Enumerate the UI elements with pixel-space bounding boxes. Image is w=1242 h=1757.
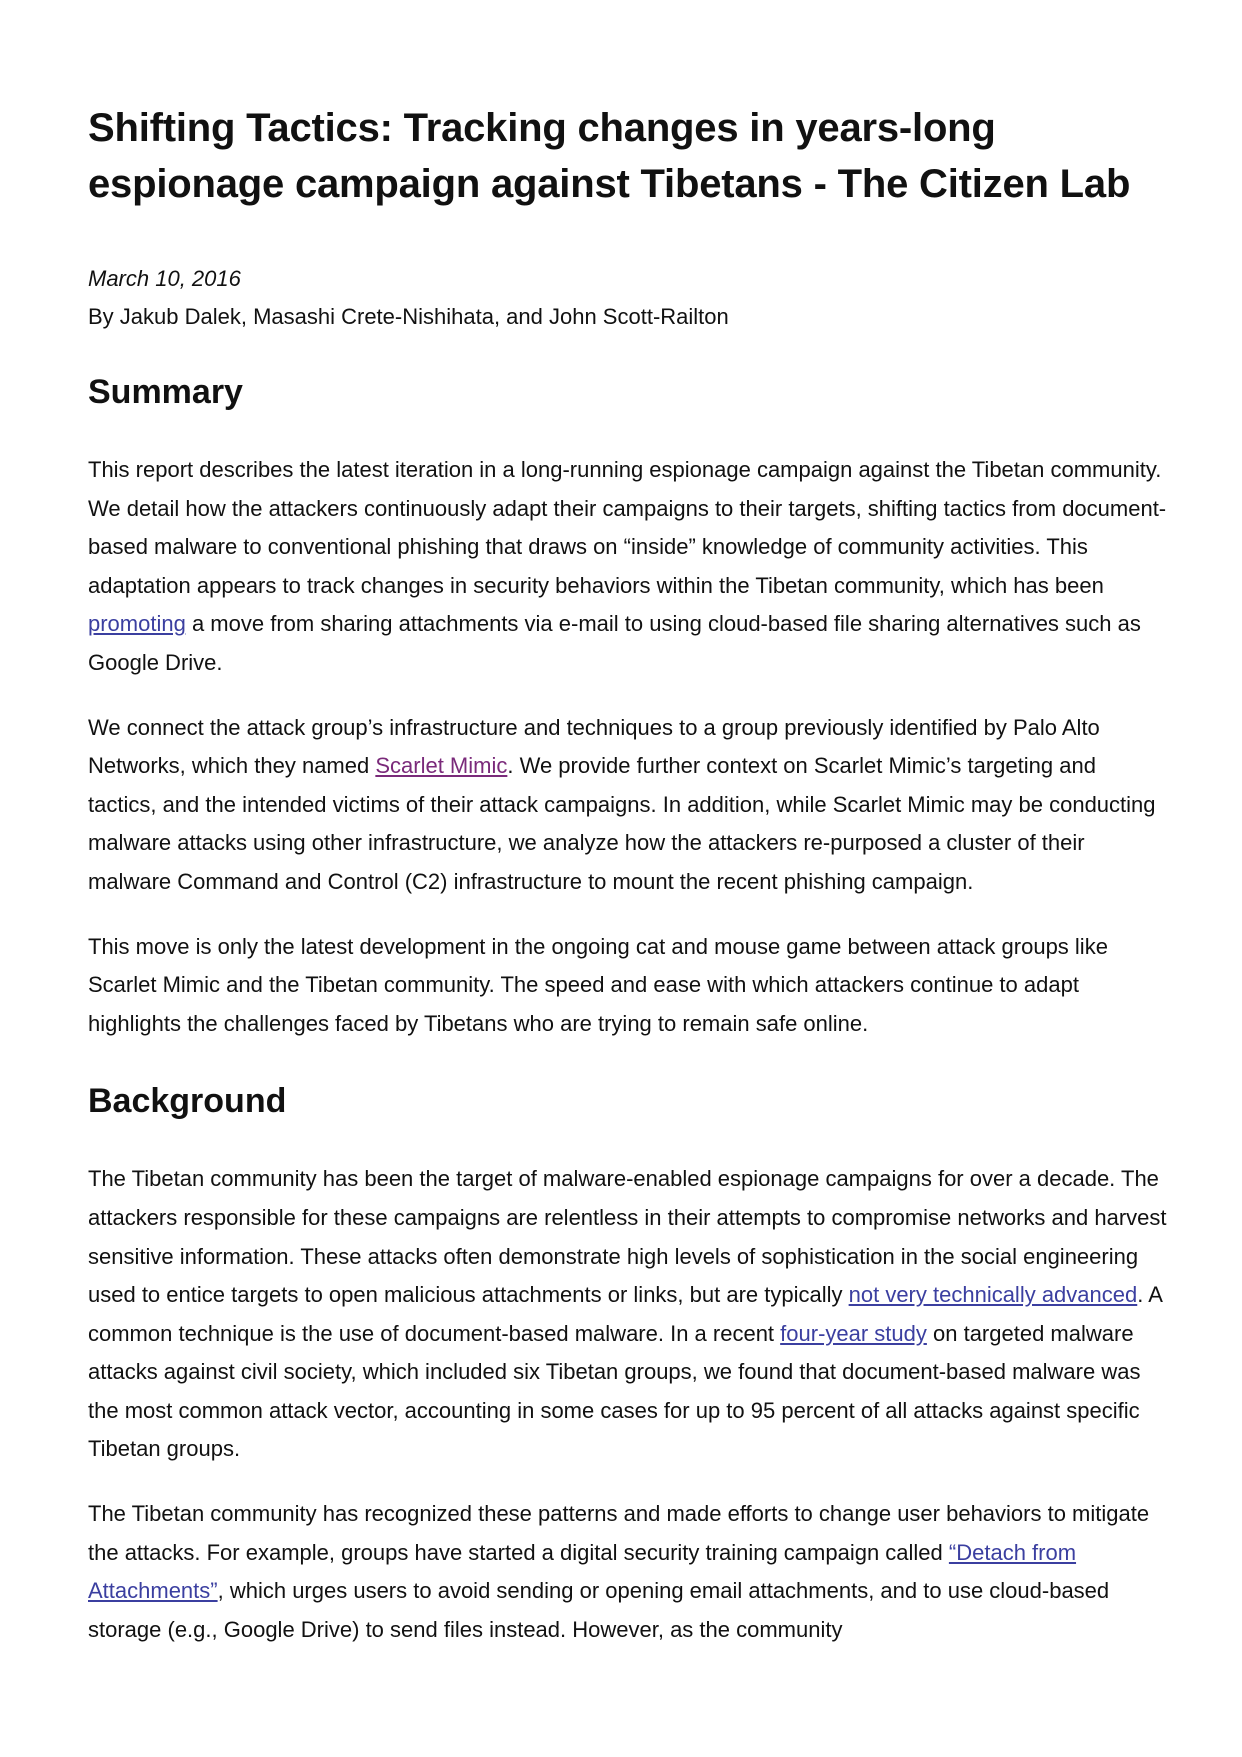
background-paragraph-2 [88, 1495, 1168, 1649]
byline: By Jakub Dalek, Masashi Crete-Nishihata, and John Scott-Railton [88, 304, 729, 329]
text-run: The Tibetan community has been the target of malware-enabled espionage campaigns for over a decade. The attackers responsible for these campaigns are relentless in their attempts to compromise networks and harvest sensitive information. These attacks often demonstrate high levels of sophistication in the social engineering used to entice targets to open malicious attachments or links, but are typically [88, 1166, 1167, 1308]
not-very-technically-advanced-link[interactable]: not very technically advanced [848, 1282, 1138, 1308]
document-page [88, 100, 1168, 1649]
summary-heading: Summary [88, 373, 243, 411]
text-run: The Tibetan community has recognized these patterns and made efforts to change user behaviors to mitigate the attacks. For example, groups have started a digital security training campaign called [88, 1501, 1150, 1565]
background-paragraph-1 [88, 1160, 1168, 1469]
article-meta [88, 260, 1168, 336]
text-run: on targeted malware attacks against civil society, which included six Tibetan groups, we found that document-based malware was the most common attack vector, accounting in some cases for up to 95 percent of all attacks against specific Tibetan groups. [88, 1320, 1141, 1462]
summary-paragraph-1 [88, 451, 1168, 683]
text-run: . A common technique is the use of document-based malware. In a recent [88, 1282, 1162, 1346]
text-run: . We provide further context on Scarlet Mimic’s targeting and tactics, and the intended victims of their attack campaigns. In addition, while Scarlet Mimic may be conducting malware attacks using other infrastructure, we analyze how the attackers re-purposed a cluster of their malware Command and Control (C2) infrastructure to mount the recent phishing campaign. [88, 753, 1156, 894]
publish-date: March 10, 2016 [88, 266, 241, 291]
four-year-study-link[interactable]: four-year study [780, 1320, 927, 1346]
text-run: We connect the attack group’s infrastructure and techniques to a group previously identified by Palo Alto Networks, which they named [88, 714, 1100, 779]
scarlet-mimic-link[interactable]: Scarlet Mimic [375, 753, 508, 779]
text-run: a move from sharing attachments via e-mail to using cloud-based file sharing alternatives such as Google Drive. [88, 611, 1141, 675]
background-heading: Background [88, 1082, 287, 1121]
detach-from-attachments-link[interactable]: “Detach from Attachments” [88, 1539, 1077, 1604]
text-run: This report describes the latest iteration in a long-running espionage campaign against the Tibetan community. We detail how the attackers continuously adapt their campaigns to their targets, shifting tactics from document-based malware to conventional phishing that draws on “inside” knowledge of community activities. This adaptation appears to track changes in security behaviors within the Tibetan community, which has been [88, 457, 1167, 598]
promoting-link[interactable]: promoting [88, 611, 186, 637]
page-title: Shifting Tactics: Tracking changes in years-long espionage campaign against Tibetans - The Citizen Lab [88, 106, 1131, 206]
text-run: , which urges users to avoid sending or opening email attachments, and to use cloud-based storage (e.g., Google Drive) to send files instead. However, as the community [88, 1578, 1110, 1642]
summary-paragraph-2 [88, 709, 1168, 902]
summary-paragraph-3: This move is only the latest development in the ongoing cat and mouse game between attack groups like Scarlet Mimic and the Tibetan community. The speed and ease with which attackers continue to adapt highlights the challenges faced by Tibetans who are trying to remain safe online. [88, 933, 1108, 1036]
